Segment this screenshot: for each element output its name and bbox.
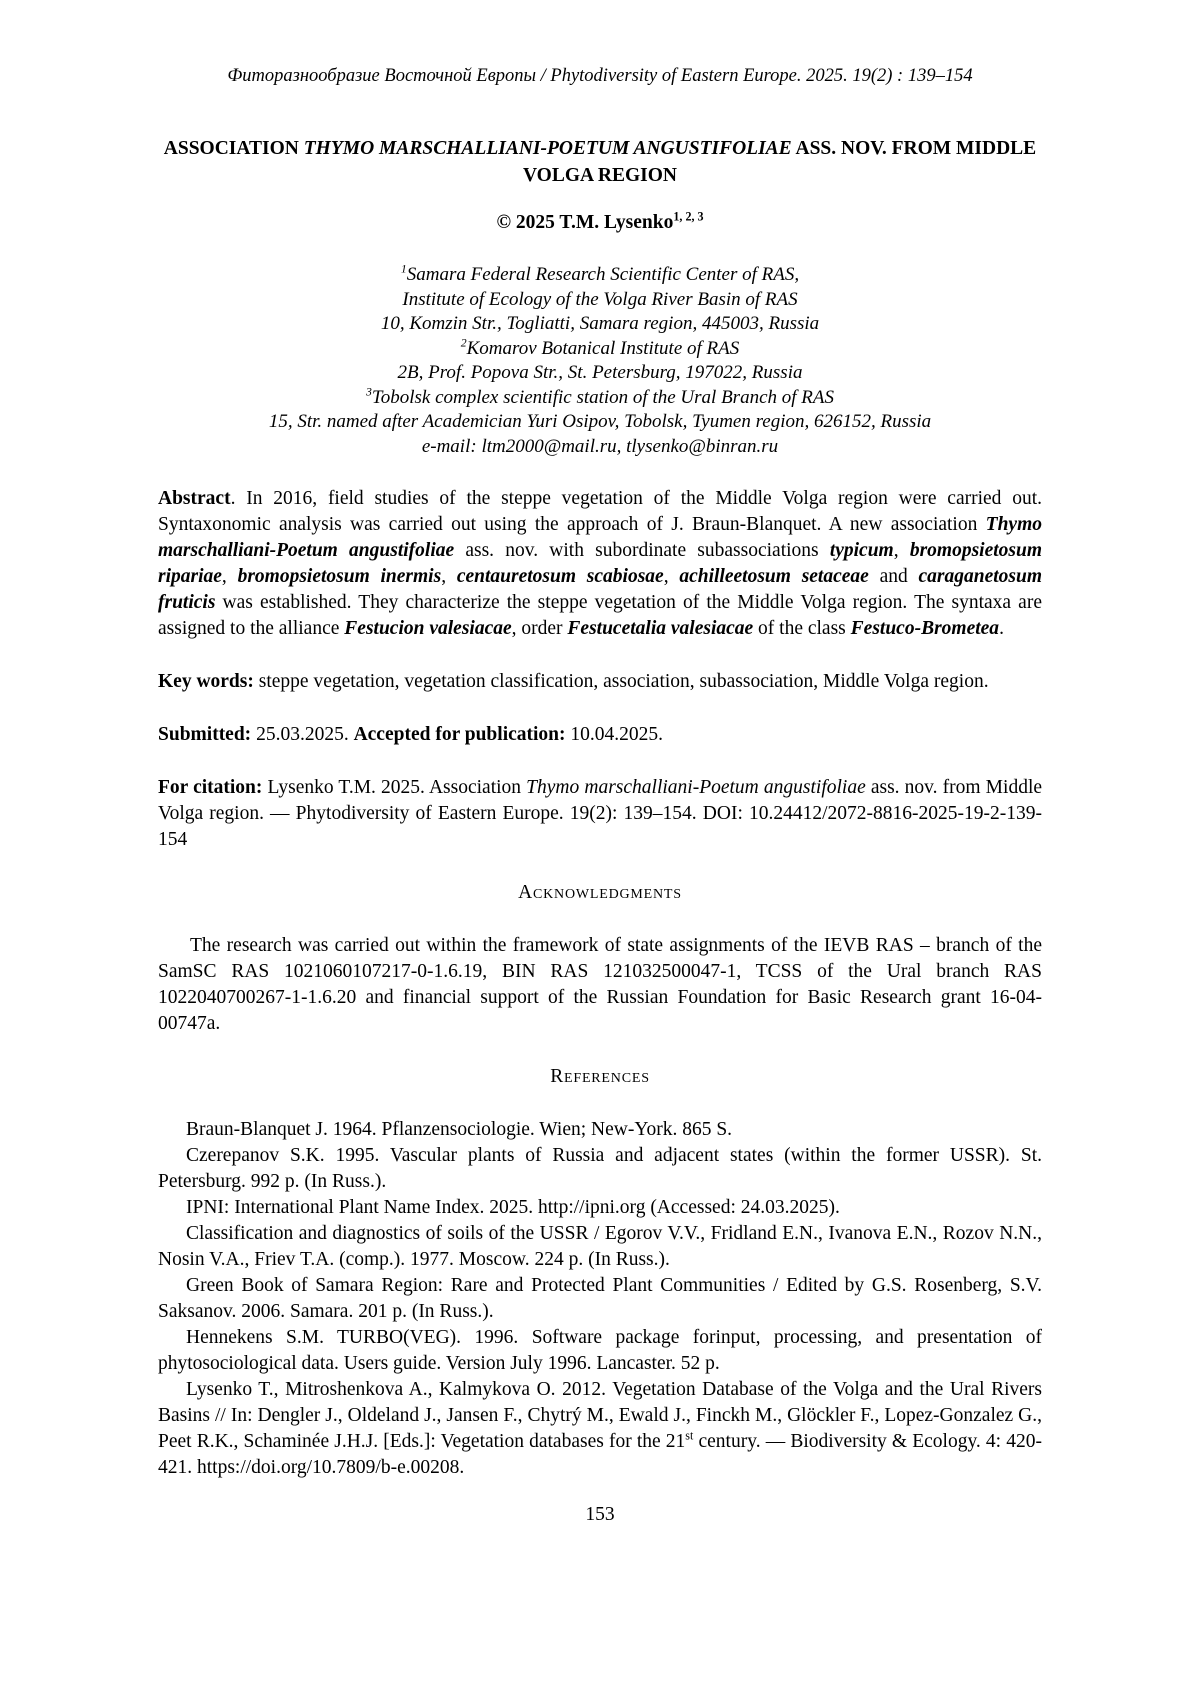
reference-item: Green Book of Samara Region: Rare and Protected Plant Communities / Edited by G.S. Rosenberg, S.V. Saksanov. 2006. Samara. 201 p. (In Russ.). — [158, 1275, 1042, 1322]
reference-item: Classification and diagnostics of soils of the USSR / Egorov V.V., Fridland E.N., Ivanova E.N., Rozov N.N., Nosin V.A., Friev T.A. (comp.). 1977. Moscow. 224 p. (In Russ.). — [158, 1223, 1042, 1270]
author-byline: © 2025 T.M. Lysenko$^{1, 2, 3}$ — [496, 209, 704, 233]
affiliation-line: $^2$Komarov Botanical Institute of RAS — [460, 336, 740, 359]
acknowledgments-heading: Acknowledgments — [518, 882, 682, 903]
email-line: e-mail: ltm2000@mail.ru, tlysenko@binran.ru — [421, 435, 779, 457]
references-heading: References — [550, 1066, 650, 1087]
reference-item: IPNI: International Plant Name Index. 2025. http://ipni.org (Accessed: 24.03.2025). — [186, 1197, 840, 1218]
reference-item: Czerepanov S.K. 1995. Vascular plants of Russia and adjacent states (within the former USSR). St. Petersburg. 992 p. (In Russ.). — [158, 1145, 1042, 1192]
article-title: ASSOCIATION THYMO MARSCHALLIANI-POETUM ANGUSTIFOLIAE ASS. NOV. FROM MIDDLE VOLGA REGION — [163, 138, 1037, 186]
keywords-paragraph: Key words: steppe vegetation, vegetation classification, association, subassociation, Middle Volga region. — [158, 671, 989, 692]
affiliation-line: Institute of Ecology of the Volga River Basin of RAS — [402, 288, 798, 310]
acknowledgments-paragraph: The research was carried out within the framework of state assignments of the IEVB RAS – branch of the SamSC RAS 1021060107217-0-1.6.19, BIN RAS 121032500047-1, TCSS of the Ural branch RAS 1022040700267-1-1.6.20 and financial support of the Russian Foundation for Basic Research grant 16-04-00747a. — [158, 935, 1042, 1034]
affiliation-line: $^1$Samara Federal Research Scientific Center of RAS, — [400, 262, 800, 285]
affiliation-line: 2B, Prof. Popova Str., St. Petersburg, 197022, Russia — [397, 362, 803, 383]
page-number: 153 — [585, 1504, 615, 1525]
reference-item: Hennekens S.M. TURBO(VEG). 1996. Software package forinput, processing, and presentation of phytosociological data. Users guide. Version July 1996. Lancaster. 52 p. — [158, 1327, 1042, 1374]
affiliation-line: 10, Komzin Str., Togliatti, Samara region, 445003, Russia — [380, 313, 820, 334]
affiliation-line: $^3$Tobolsk complex scientific station of the Ural Branch of RAS — [366, 385, 834, 408]
references-list — [158, 1117, 1042, 1481]
citation-paragraph: For citation: Lysenko T.M. 2025. Association Thymo marschalliani-Poetum angustifoliae ass. nov. from Middle Volga region. — Phytodiversity of Eastern Europe. 19(2): 139–154. DOI: 10.24412/2072-8816-2025-19-2-139-154 — [158, 777, 1043, 850]
affiliations-block — [158, 263, 1042, 459]
affiliation-line: 15, Str. named after Academician Yuri Osipov, Tobolsk, Tyumen region, 626152, Russia — [268, 411, 932, 432]
reference-item: Braun-Blanquet J. 1964. Pflanzensociologie. Wien; New-York. 865 S. — [186, 1119, 733, 1140]
reference-item: Lysenko T., Mitroshenkova A., Kalmykova O. 2012. Vegetation Database of the Volga and the Ural Rivers Basins // In: Dengler J., Oldeland J., Jansen F., Chytrý M., Ewald J., Finckh M., Glöckler F., Lopez-Gonzalez G., Peet R.K., Schaminée J.H.J. [Eds.]: Vegetation databases for the 21st century. — Biodiversity & Ecology. 4: 420-421. https://doi.org/10.7809/b-e.00208. — [158, 1379, 1042, 1478]
journal-running-header: Фиторазнообразие Восточной Европы / Phytodiversity of Eastern Europe. 2025. 19(2) : 139–154 — [227, 66, 973, 86]
submission-dates-paragraph: Submitted: 25.03.2025. Accepted for publication: 10.04.2025. — [158, 724, 664, 745]
abstract-paragraph: Abstract. In 2016, field studies of the steppe vegetation of the Middle Volga region were carried out. Syntaxonomic analysis was carried out using the approach of J. Braun-Blanquet. A new association Thymo marschalliani-Poetum angustifoliae ass. nov. with subordinate subassociations typicum, bromopsietosum ripariae, bromopsietosum inermis, centauretosum scabiosae, achilleetosum setaceae and caraganetosum fruticis was established. They characterize the steppe vegetation of the Middle Volga region. The syntaxa are assigned to the alliance Festucion valesiacae, order Festucetalia valesiacae of the class Festuco-Brometea. — [158, 488, 1043, 639]
